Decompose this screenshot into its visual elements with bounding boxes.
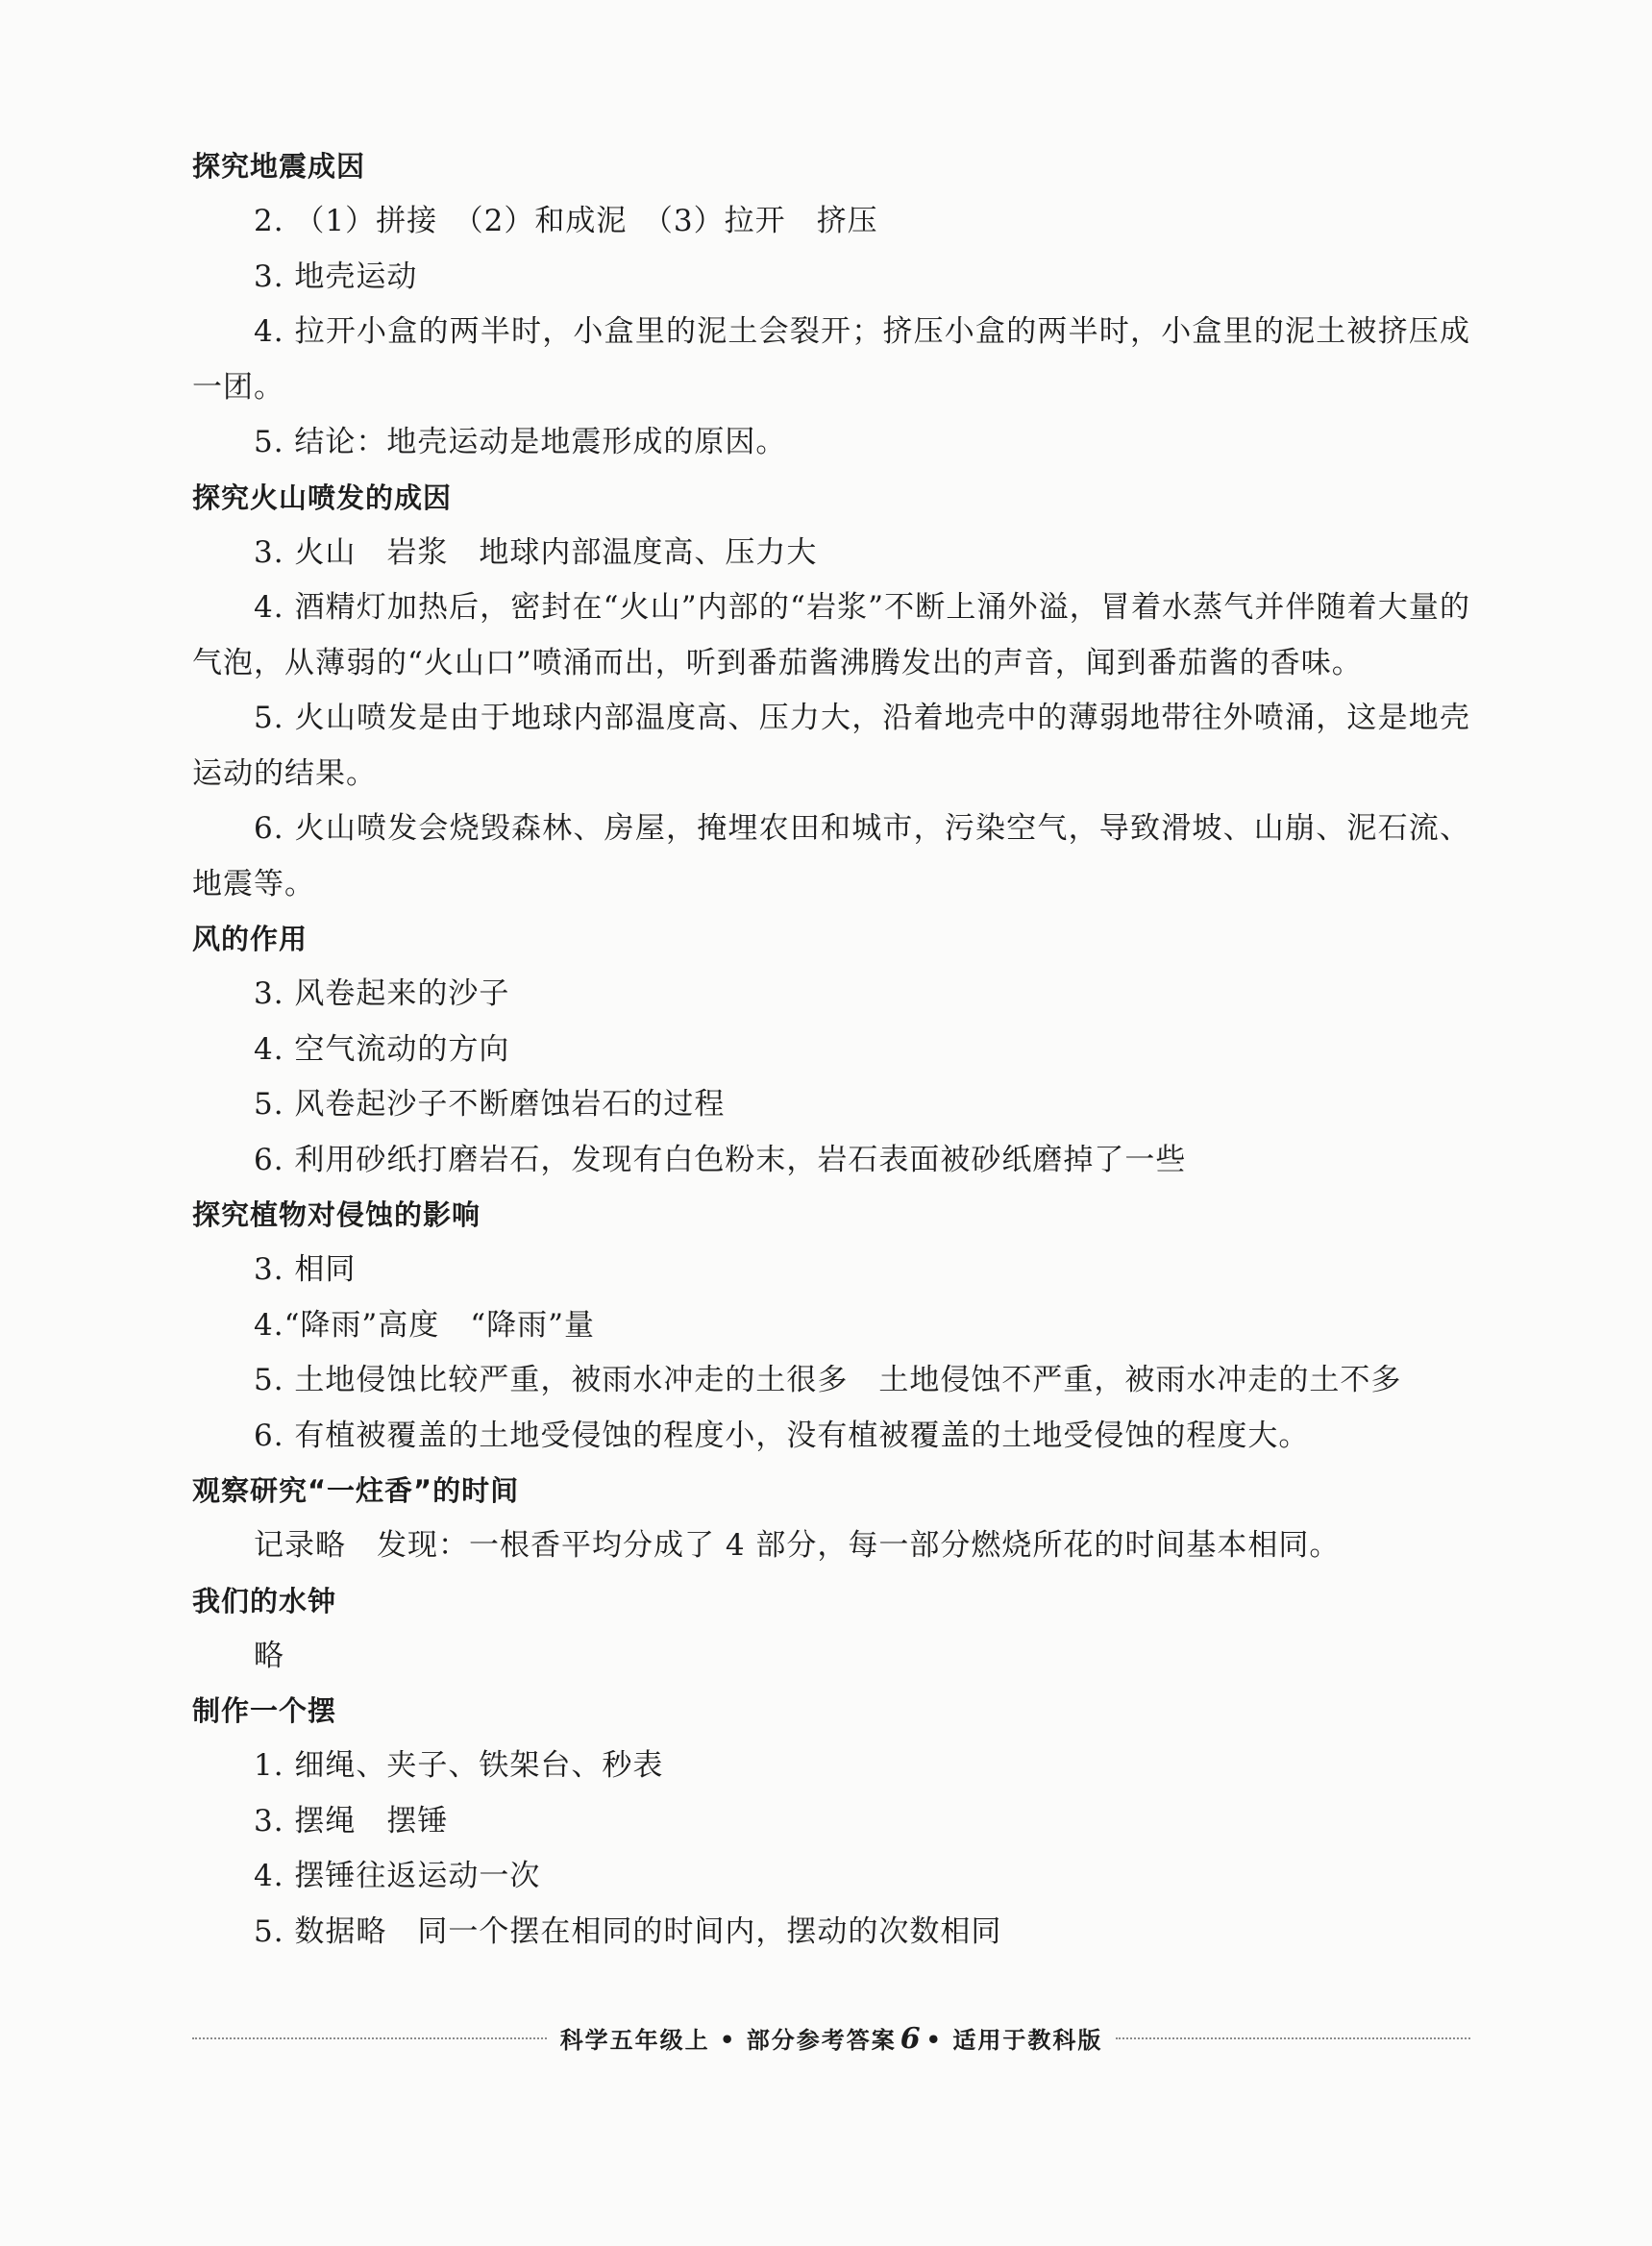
section-title: 制作一个摆 [192,1694,337,1727]
answer-item: 6. 有植被覆盖的土地受侵蚀的程度小，没有植被覆盖的土地受侵蚀的程度大。 [254,1418,1310,1453]
section-title: 探究火山喷发的成因 [192,481,453,514]
answer-item: 3. 相同 [254,1252,357,1287]
answer-item: 2. （1）拼接 （2）和成泥 （3）拉开 挤压 [254,204,878,238]
section-title: 我们的水钟 [192,1584,337,1617]
footer-book-title: 科学五年级上 • 部分参考答案 [559,2026,897,2054]
footer-rule-right [1116,2037,1470,2039]
answer-item: 6. 利用砂纸打磨岩石，发现有白色粉末，岩石表面被砂纸磨掉了一些 [254,1142,1187,1177]
answer-item: 5. 结论：地壳运动是地震形成的原因。 [254,425,787,459]
answer-content [192,139,1470,1960]
section-title: 观察研究“一炷香”的时间 [192,1474,520,1507]
answer-item: 3. 地壳运动 [254,259,418,294]
answer-item: 4.“降雨”高度 “降雨”量 [254,1307,595,1343]
answer-item: 6. 火山喷发会烧毁森林、房屋，掩埋农田和城市，污染空气，导致滑坡、山崩、泥石流、地震等。 [192,811,1470,901]
answer-item: 4. 空气流动的方向 [254,1031,510,1067]
section-title: 风的作用 [192,923,308,955]
page-footer [192,2021,1470,2056]
answer-item: 4. 酒精灯加热后，密封在“火山”内部的“岩浆”不断上涌外溢，冒着水蒸气并伴随着大量的气泡，从薄弱的“火山口”喷涌而出，听到番茄酱沸腾发出的声音，闻到番茄酱的香味。 [192,590,1470,680]
page-number: 6 [900,2022,923,2056]
answer-item: 5. 风卷起沙子不断磨蚀岩石的过程 [254,1087,726,1122]
footer-text [547,2021,1117,2056]
answer-item: 1. 细绳、夹子、铁架台、秒表 [254,1748,664,1783]
section-title: 探究地震成因 [192,150,366,183]
answer-item: 3. 风卷起来的沙子 [254,976,510,1011]
answer-item: 5. 火山喷发是由于地球内部温度高、压力大，沿着地壳中的薄弱地带往外喷涌，这是地壳运动的结果。 [192,701,1470,791]
answer-item: 3. 摆绳 摆锤 [254,1803,449,1839]
answer-item: 4. 拉开小盒的两半时，小盒里的泥土会裂开；挤压小盒的两半时，小盒里的泥土被挤压成一团。 [192,314,1470,405]
section-title: 探究植物对侵蚀的影响 [192,1198,481,1231]
answer-item: 略 [254,1638,284,1673]
answer-item: 4. 摆锤往返运动一次 [254,1859,541,1893]
footer-edition: • 适用于教科版 [925,2026,1103,2054]
answer-item: 5. 数据略 同一个摆在相同的时间内，摆动的次数相同 [254,1913,1002,1949]
answer-item: 5. 土地侵蚀比较严重，被雨水冲走的土很多 土地侵蚀不严重，被雨水冲走的土不多 [254,1363,1402,1397]
answer-item: 3. 火山 岩浆 地球内部温度高、压力大 [254,534,818,570]
answer-item: 记录略 发现：一根香平均分成了 4 部分，每一部分燃烧所花的时间基本相同。 [254,1528,1341,1563]
footer-rule-left [192,2037,547,2039]
